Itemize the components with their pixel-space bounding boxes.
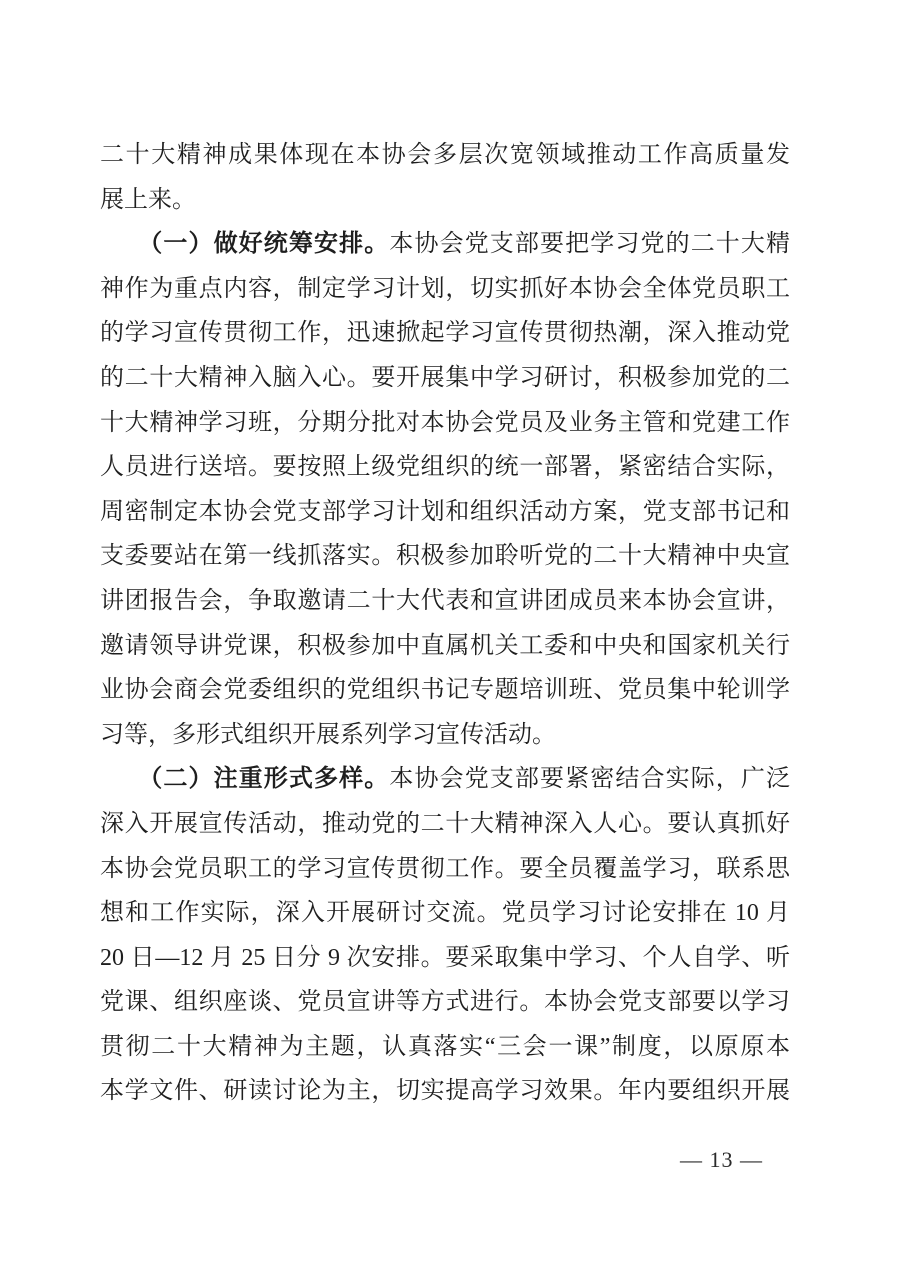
text-line bbox=[100, 534, 790, 579]
text-segment: 人员进行送培。要按照上级党组织的统一部署，紧密结合实际， bbox=[100, 454, 790, 481]
text-line bbox=[100, 668, 790, 713]
text-line bbox=[100, 980, 790, 1025]
text-line bbox=[100, 802, 790, 847]
text-segment: 讲团报告会，争取邀请二十大代表和宣讲团成员来本协会宣讲， bbox=[100, 587, 790, 614]
text-segment: 周密制定本协会党支部学习计划和组织活动方案，党支部书记和 bbox=[100, 498, 790, 525]
text-line bbox=[100, 445, 790, 490]
text-segment: 贯彻二十大精神为主题，认真落实“三会一课”制度，以原原本 bbox=[100, 1033, 790, 1060]
text-segment: 深入开展宣传活动，推动党的二十大精神深入人心。要认真抓好 bbox=[100, 810, 790, 837]
text-line bbox=[100, 757, 790, 802]
text-segment: 十大精神学习班，分期分批对本协会党员及业务主管和党建工作 bbox=[100, 409, 790, 436]
text-segment: 的学习宣传贯彻工作，迅速掀起学习宣传贯彻热潮，深入推动党 bbox=[100, 320, 790, 347]
text-segment: 神作为重点内容，制定学习计划，切实抓好本协会全体党员职工 bbox=[100, 275, 790, 302]
text-segment bbox=[100, 766, 150, 792]
text-segment: 习等，多形式组织开展系列学习宣传活动。 bbox=[100, 721, 556, 748]
text-line bbox=[100, 222, 790, 267]
text-segment: 本协会党员职工的学习宣传贯彻工作。要全员覆盖学习，联系思 bbox=[100, 855, 790, 882]
text-line bbox=[100, 713, 790, 758]
text-line bbox=[100, 1025, 790, 1070]
text-line bbox=[100, 624, 790, 669]
page-number: — 13 — bbox=[680, 1147, 763, 1172]
run-in-heading: （一）做好统筹安排。 bbox=[150, 231, 390, 258]
text-segment: 20 日—12 月 25 日分 9 次安排。要采取集中学习、个人自学、听 bbox=[100, 944, 790, 971]
text-line bbox=[100, 267, 790, 312]
text-line bbox=[100, 311, 790, 356]
text-segment: 本学文件、研读讨论为主，切实提高学习效果。年内要组织开展 bbox=[100, 1078, 790, 1105]
text-segment bbox=[100, 231, 150, 257]
text-segment: 展上来。 bbox=[100, 186, 196, 213]
text-segment: 本协会党支部要紧密结合实际，广泛 bbox=[389, 766, 790, 793]
text-line bbox=[100, 847, 790, 892]
text-line bbox=[100, 133, 790, 178]
text-segment: 二十大精神成果体现在本协会多层次宽领域推动工作高质量发 bbox=[100, 142, 790, 168]
text-segment: 本协会党支部要把学习党的二十大精 bbox=[389, 231, 790, 258]
text-line bbox=[100, 1069, 790, 1114]
text-line bbox=[100, 401, 790, 446]
text-segment: 业协会商会党委组织的党组织书记专题培训班、党员集中轮训学 bbox=[100, 677, 790, 704]
document-text bbox=[100, 133, 790, 1114]
text-line bbox=[100, 178, 790, 223]
text-segment: 想和工作实际，深入开展研讨交流。党员学习讨论安排在 10 月 bbox=[100, 900, 790, 927]
text-segment: 支委要站在第一线抓落实。积极参加聆听党的二十大精神中央宣 bbox=[100, 543, 790, 570]
text-line bbox=[100, 891, 790, 936]
text-segment: 邀请领导讲党课，积极参加中直属机关工委和中央和国家机关行 bbox=[100, 632, 790, 659]
text-line bbox=[100, 490, 790, 535]
text-line bbox=[100, 936, 790, 981]
run-in-heading: （二）注重形式多样。 bbox=[150, 766, 390, 793]
text-segment: 的二十大精神入脑入心。要开展集中学习研讨，积极参加党的二 bbox=[100, 364, 790, 391]
text-segment: 党课、组织座谈、党员宣讲等方式进行。本协会党支部要以学习 bbox=[100, 989, 790, 1016]
text-line bbox=[100, 579, 790, 624]
text-line bbox=[100, 356, 790, 401]
